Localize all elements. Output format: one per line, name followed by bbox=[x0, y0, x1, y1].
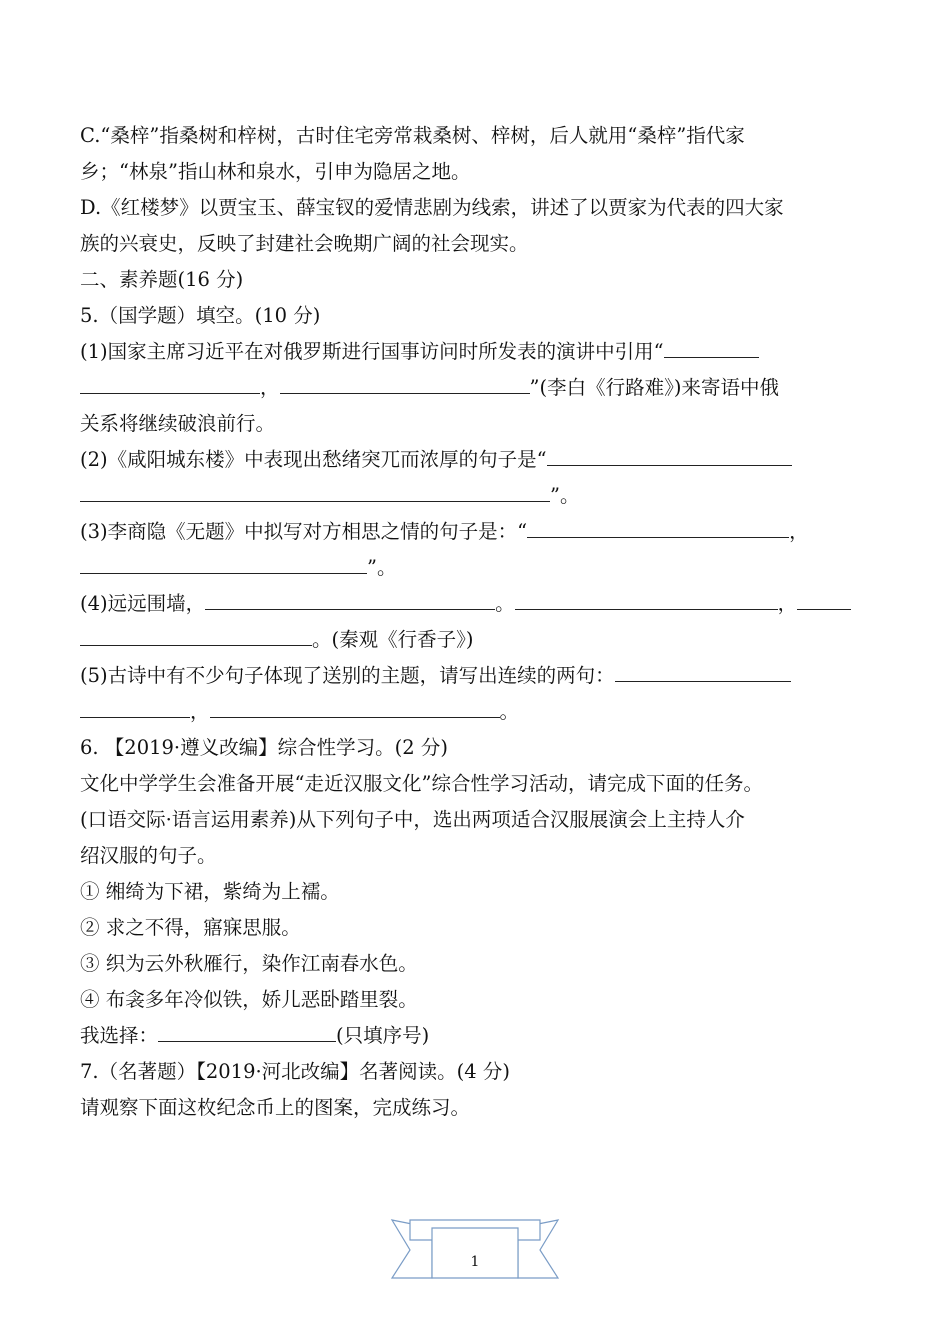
answer-blank[interactable] bbox=[664, 335, 759, 358]
page-number: 1 bbox=[470, 1254, 480, 1270]
answer-blank[interactable] bbox=[210, 695, 500, 718]
q6-option-4: ④ 布衾多年冷似铁，娇儿恶卧踏里裂。 bbox=[80, 988, 418, 1011]
answer-blank[interactable] bbox=[80, 551, 367, 574]
q6-task-line2: 绍汉服的句子。 bbox=[80, 844, 217, 867]
ribbon-banner-icon bbox=[0, 1190, 950, 1300]
option-c-line-1: C.“桑梓”指桑树和梓树，古时住宅旁常栽桑树、梓树，后人就用“桑梓”指代家 bbox=[80, 124, 745, 147]
option-c-line-2: 乡；“林泉”指山林和泉水，引申为隐居之地。 bbox=[80, 160, 471, 183]
answer-blank[interactable] bbox=[80, 479, 550, 502]
page-footer bbox=[0, 1190, 950, 1300]
q6-option-2: ② 求之不得，寤寐思服。 bbox=[80, 916, 301, 939]
q5-part4-line1: (4)远远围墙， 。 ， bbox=[80, 586, 870, 622]
question-7-title: 7.（名著题）【2019·河北改编】名著阅读。(4 分) bbox=[80, 1060, 510, 1083]
question-6-title: 6. 【2019·遵义改编】综合性学习。(2 分) bbox=[80, 736, 448, 759]
answer-blank[interactable] bbox=[280, 371, 530, 394]
q6-task-line1: (口语交际·语言运用素养)从下列句子中，选出两项适合汉服展演会上主持人介 bbox=[80, 808, 745, 831]
answer-blank[interactable] bbox=[205, 587, 495, 610]
question-5-title: 5.（国学题）填空。(10 分) bbox=[80, 304, 321, 327]
answer-blank[interactable] bbox=[547, 443, 792, 466]
q5-part5-line2: ， 。 bbox=[80, 694, 870, 730]
q6-intro: 文化中学学生会准备开展“走近汉服文化”综合性学习活动，请完成下面的任务。 bbox=[80, 772, 763, 795]
q5-part5-line1: (5)古诗中有不少句子体现了送别的主题，请写出连续的两句： bbox=[80, 658, 870, 694]
document-body bbox=[80, 118, 870, 1126]
q5-part1-line2: ， ”(李白《行路难》)来寄语中俄 bbox=[80, 370, 870, 406]
q7-intro: 请观察下面这枚纪念币上的图案，完成练习。 bbox=[80, 1096, 471, 1119]
q5-part2-line1: (2)《咸阳城东楼》中表现出愁绪突兀而浓厚的句子是“ bbox=[80, 442, 870, 478]
answer-blank[interactable] bbox=[515, 587, 778, 610]
q5-part2-line2: ”。 bbox=[80, 478, 870, 514]
option-d-line-1: D.《红楼梦》以贾宝玉、薛宝钗的爱情悲剧为线索，讲述了以贾家为代表的四大家 bbox=[80, 196, 784, 219]
section-heading: 二、素养题(16 分) bbox=[80, 268, 244, 291]
q5-part1-line3: 关系将继续破浪前行。 bbox=[80, 412, 276, 435]
q5-part3-line1: (3)李商隐《无题》中拟写对方相思之情的句子是：“ ， bbox=[80, 514, 870, 550]
q5-part4-line2: 。(秦观《行香子》) bbox=[80, 622, 870, 658]
q5-part3-line2: ”。 bbox=[80, 550, 870, 586]
q6-choice-line: 我选择： (只填序号) bbox=[80, 1018, 870, 1054]
answer-blank[interactable] bbox=[158, 1019, 336, 1042]
option-d-line-2: 族的兴衰史，反映了封建社会晚期广阔的社会现实。 bbox=[80, 232, 529, 255]
answer-blank[interactable] bbox=[527, 515, 789, 538]
q5-part1-line1: (1)国家主席习近平在对俄罗斯进行国事访问时所发表的演讲中引用“ bbox=[80, 334, 870, 370]
q6-option-1: ① 缃绮为下裙，紫绮为上襦。 bbox=[80, 880, 340, 903]
answer-blank[interactable] bbox=[80, 371, 260, 394]
answer-blank[interactable] bbox=[797, 587, 851, 610]
answer-blank[interactable] bbox=[615, 659, 791, 682]
answer-blank[interactable] bbox=[80, 623, 312, 646]
answer-blank[interactable] bbox=[80, 695, 190, 718]
q6-option-3: ③ 织为云外秋雁行，染作江南春水色。 bbox=[80, 952, 418, 975]
